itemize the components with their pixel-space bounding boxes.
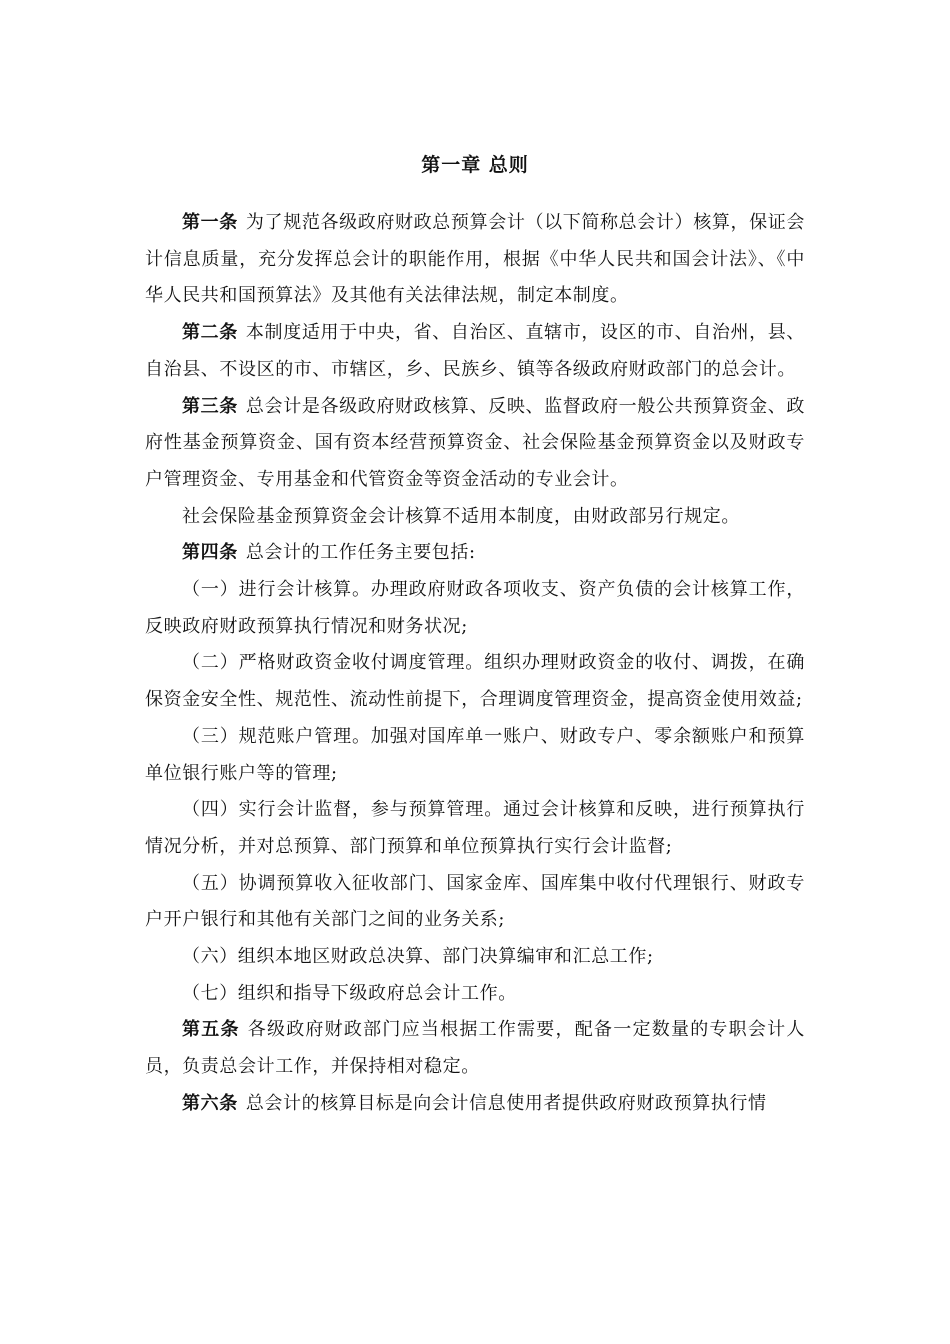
paragraph-text: 总会计的工作任务主要包括: <box>245 542 476 564</box>
list-item-1 <box>145 572 805 645</box>
article-number: 第五条 <box>182 1019 240 1041</box>
paragraph-text: 各级政府财政部门应当根据工作需要，配备一定数量的专职会计人员，负责总会计工作，并保持相对稳定。 <box>145 1019 805 1078</box>
document-body <box>145 205 805 1123</box>
article-number: 第一条 <box>182 212 238 233</box>
paragraph-text: 为了规范各级政府财政总预算会计（以下简称总会计）核算，保证会计信息质量，充分发挥总会计的职能作用，根据《中华人民共和国会计法》、《中华人民共和国预算法》及其他有关法律法规，制定本制度。 <box>145 212 805 307</box>
list-item-4 <box>145 792 805 865</box>
paragraph-text: 总会计的核算目标是向会计信息使用者提供政府财政预算执行情 <box>245 1092 767 1114</box>
paragraph-text: 社会保险基金预算资金会计核算不适用本制度，由财政部另行规定。 <box>182 505 740 527</box>
paragraph-text: （三）规范账户管理。加强对国库单一账户、财政专户、零余额账户和预算单位银行账户等的管理; <box>145 725 805 784</box>
paragraph-article-1 <box>145 205 805 315</box>
list-item-6 <box>145 939 805 976</box>
article-number: 第六条 <box>182 1092 238 1114</box>
paragraph-article-3 <box>145 389 805 499</box>
paragraph-text: （一）进行会计核算。办理政府财政各项收支、资产负债的会计核算工作，反映政府财政预算执行情况和财务状况; <box>145 579 805 637</box>
paragraph-text: （五）协调预算收入征收部门、国家金库、国库集中收付代理银行、财政专户开户银行和其他有关部门之间的业务关系; <box>145 872 805 931</box>
list-item-3 <box>145 719 805 792</box>
paragraph-article-2 <box>145 315 805 388</box>
paragraph-text: （七）组织和指导下级政府总会计工作。 <box>182 982 517 1004</box>
list-item-7 <box>145 976 805 1013</box>
paragraph-text: （四）实行会计监督，参与预算管理。通过会计核算和反映，进行预算执行情况分析，并对总预算、部门预算和单位预算执行实行会计监督; <box>145 799 805 857</box>
paragraph-article-4 <box>145 535 805 572</box>
paragraph-article-6 <box>145 1086 805 1123</box>
paragraph-text: 总会计是各级政府财政核算、反映、监督政府一般公共预算资金、政府性基金预算资金、国有资本经营预算资金、社会保险基金预算资金以及财政专户管理资金、专用基金和代管资金等资金活动的专业会计。 <box>145 395 805 490</box>
article-number: 第三条 <box>182 395 238 417</box>
paragraph-social-insurance-note <box>145 499 805 536</box>
article-number: 第四条 <box>182 542 238 564</box>
list-item-5 <box>145 866 805 939</box>
paragraph-text: （二）严格财政资金收付调度管理。组织办理财政资金的收付、调拨，在确保资金安全性、规范性、流动性前提下，合理调度管理资金，提高资金使用效益; <box>145 652 805 711</box>
paragraph-text: 本制度适用于中央，省、自治区、直辖市，设区的市、自治州，县、自治县、不设区的市、市辖区，乡、民族乡、镇等各级政府财政部门的总会计。 <box>145 322 805 380</box>
paragraph-text: （六）组织本地区财政总决算、部门决算编审和汇总工作; <box>182 946 654 968</box>
article-number: 第二条 <box>182 322 238 344</box>
paragraph-article-5 <box>145 1012 805 1085</box>
list-item-2 <box>145 645 805 718</box>
chapter-title: 第一章 总则 <box>421 154 529 176</box>
